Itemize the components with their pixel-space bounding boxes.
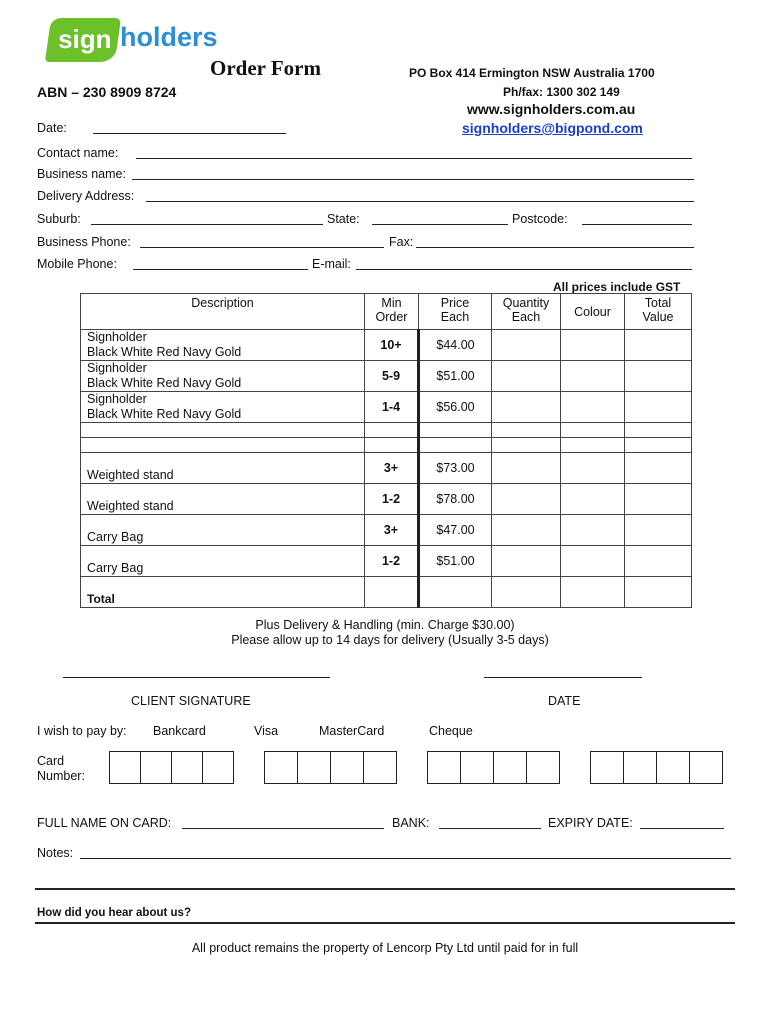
header-total: Total Value	[625, 294, 692, 330]
full-name-label: FULL NAME ON CARD:	[37, 816, 172, 830]
row-colour-input[interactable]	[561, 330, 625, 361]
row-quantity-input[interactable]	[492, 484, 561, 515]
card-number-group-1[interactable]	[109, 751, 234, 784]
row-price: $73.00	[419, 453, 492, 484]
address: PO Box 414 Ermington NSW Australia 1700	[409, 66, 655, 80]
contact-field[interactable]	[136, 158, 692, 159]
row-quantity-input[interactable]	[492, 330, 561, 361]
expiry-field[interactable]	[640, 828, 724, 829]
row-colour-input[interactable]	[561, 484, 625, 515]
expiry-label: EXPIRY DATE:	[548, 816, 633, 830]
table-row	[81, 546, 692, 577]
row-price: $78.00	[419, 484, 492, 515]
row-description: Weighted stand	[81, 484, 365, 515]
suburb-field[interactable]	[91, 224, 323, 225]
card-number-group-4[interactable]	[590, 751, 723, 784]
delivery-note-2: Please allow up to 14 days for delivery (Usually 3-5 days)	[231, 633, 549, 647]
row-price: $51.00	[419, 361, 492, 392]
divider	[35, 922, 735, 924]
business-phone-label: Business Phone:	[37, 235, 131, 249]
row-total-input[interactable]	[625, 330, 692, 361]
abn: ABN – 230 8909 8724	[37, 84, 177, 100]
card-number-group-2[interactable]	[264, 751, 397, 784]
contact-label: Contact name:	[37, 146, 119, 160]
email-link[interactable]: signholders@bigpond.com	[462, 120, 643, 136]
table-row	[81, 330, 692, 361]
delivery-note-1: Plus Delivery & Handling (min. Charge $30.00)	[255, 618, 515, 632]
header-min-order: Min Order	[365, 294, 419, 330]
table-row-empty	[81, 423, 692, 438]
row-total-input[interactable]	[625, 515, 692, 546]
row-total-input[interactable]	[625, 361, 692, 392]
phone: Ph/fax: 1300 302 149	[503, 85, 620, 99]
row-description: Carry Bag	[81, 546, 365, 577]
date-label: Date:	[37, 121, 67, 135]
header-price: Price Each	[419, 294, 492, 330]
row-quantity-input[interactable]	[492, 392, 561, 423]
order-table	[80, 293, 692, 608]
table-row	[81, 453, 692, 484]
row-description: Carry Bag	[81, 515, 365, 546]
mobile-field[interactable]	[133, 269, 308, 270]
row-quantity-input[interactable]	[492, 453, 561, 484]
row-min-order: 10+	[365, 330, 419, 361]
pay-option-mastercard[interactable]: MasterCard	[319, 724, 385, 738]
row-description: Signholder Black White Red Navy Gold	[81, 361, 365, 392]
business-phone-field[interactable]	[140, 247, 384, 248]
row-price: $44.00	[419, 330, 492, 361]
table-row	[81, 392, 692, 423]
website: www.signholders.com.au	[467, 101, 636, 117]
pay-option-bankcard[interactable]: Bankcard	[153, 724, 206, 738]
bank-field[interactable]	[439, 828, 541, 829]
row-price: $47.00	[419, 515, 492, 546]
client-signature-label: CLIENT SIGNATURE	[131, 694, 251, 708]
mobile-label: Mobile Phone:	[37, 257, 117, 271]
row-min-order: 3+	[365, 515, 419, 546]
row-colour-input[interactable]	[561, 515, 625, 546]
full-name-field[interactable]	[182, 828, 384, 829]
delivery-field[interactable]	[146, 201, 694, 202]
total-value-input[interactable]	[625, 577, 692, 608]
row-price: $56.00	[419, 392, 492, 423]
business-field[interactable]	[132, 179, 694, 180]
card-number-group-3[interactable]	[427, 751, 560, 784]
row-quantity-input[interactable]	[492, 361, 561, 392]
footer-note: All product remains the property of Lencorp Pty Ltd until paid for in full	[191, 941, 579, 955]
table-row	[81, 361, 692, 392]
row-total-input[interactable]	[625, 453, 692, 484]
row-description: Signholder Black White Red Navy Gold	[81, 392, 365, 423]
logo-sign-badge	[45, 18, 121, 62]
gst-note: All prices include GST	[553, 280, 681, 294]
suburb-label: Suburb:	[37, 212, 81, 226]
row-total-input[interactable]	[625, 546, 692, 577]
row-price: $51.00	[419, 546, 492, 577]
header-description: Description	[81, 294, 365, 330]
row-colour-input[interactable]	[561, 546, 625, 577]
page-title: Order Form	[210, 56, 321, 80]
date-signature-line[interactable]	[484, 677, 642, 678]
row-quantity-input[interactable]	[492, 515, 561, 546]
row-min-order: 1-2	[365, 546, 419, 577]
table-total-row	[81, 577, 692, 608]
bank-label: BANK:	[392, 816, 430, 830]
table-row-empty	[81, 438, 692, 453]
notes-label: Notes:	[37, 846, 74, 860]
row-total-input[interactable]	[625, 484, 692, 515]
state-field[interactable]	[372, 224, 508, 225]
table-row	[81, 484, 692, 515]
client-signature-line[interactable]	[63, 677, 330, 678]
postcode-label: Postcode:	[512, 212, 568, 226]
row-description: Signholder Black White Red Navy Gold	[81, 330, 365, 361]
row-min-order: 5-9	[365, 361, 419, 392]
card-number-label: Card Number:	[37, 754, 85, 783]
row-colour-input[interactable]	[561, 361, 625, 392]
hear-about-label: How did you hear about us?	[37, 907, 191, 919]
row-description: Weighted stand	[81, 453, 365, 484]
fax-field[interactable]	[416, 247, 694, 248]
business-label: Business name:	[37, 167, 126, 181]
pay-by-label: I wish to pay by:	[37, 724, 127, 738]
row-colour-input[interactable]	[561, 392, 625, 423]
logo-holders-text: holders	[120, 22, 218, 52]
fax-label: Fax:	[389, 235, 414, 249]
row-quantity-input[interactable]	[492, 546, 561, 577]
email-field[interactable]	[356, 269, 692, 270]
header-quantity: Quantity Each	[492, 294, 561, 330]
email-label: E-mail:	[312, 257, 351, 271]
header-colour: Colour	[561, 294, 625, 330]
divider	[35, 888, 735, 890]
logo-sign-text: sign	[58, 24, 112, 54]
date-signature-label: DATE	[548, 694, 581, 708]
row-min-order: 1-2	[365, 484, 419, 515]
pay-option-visa[interactable]: Visa	[254, 724, 279, 738]
postcode-field[interactable]	[582, 224, 692, 225]
state-label: State:	[327, 212, 360, 226]
table-row	[81, 515, 692, 546]
row-min-order: 3+	[365, 453, 419, 484]
delivery-label: Delivery Address:	[37, 189, 135, 203]
date-field[interactable]	[93, 133, 286, 134]
notes-field[interactable]	[80, 858, 731, 859]
row-total-input[interactable]	[625, 392, 692, 423]
row-colour-input[interactable]	[561, 453, 625, 484]
pay-option-cheque[interactable]: Cheque	[429, 724, 473, 738]
table-header-row	[81, 294, 692, 330]
row-min-order: 1-4	[365, 392, 419, 423]
total-label: Total	[81, 577, 365, 608]
